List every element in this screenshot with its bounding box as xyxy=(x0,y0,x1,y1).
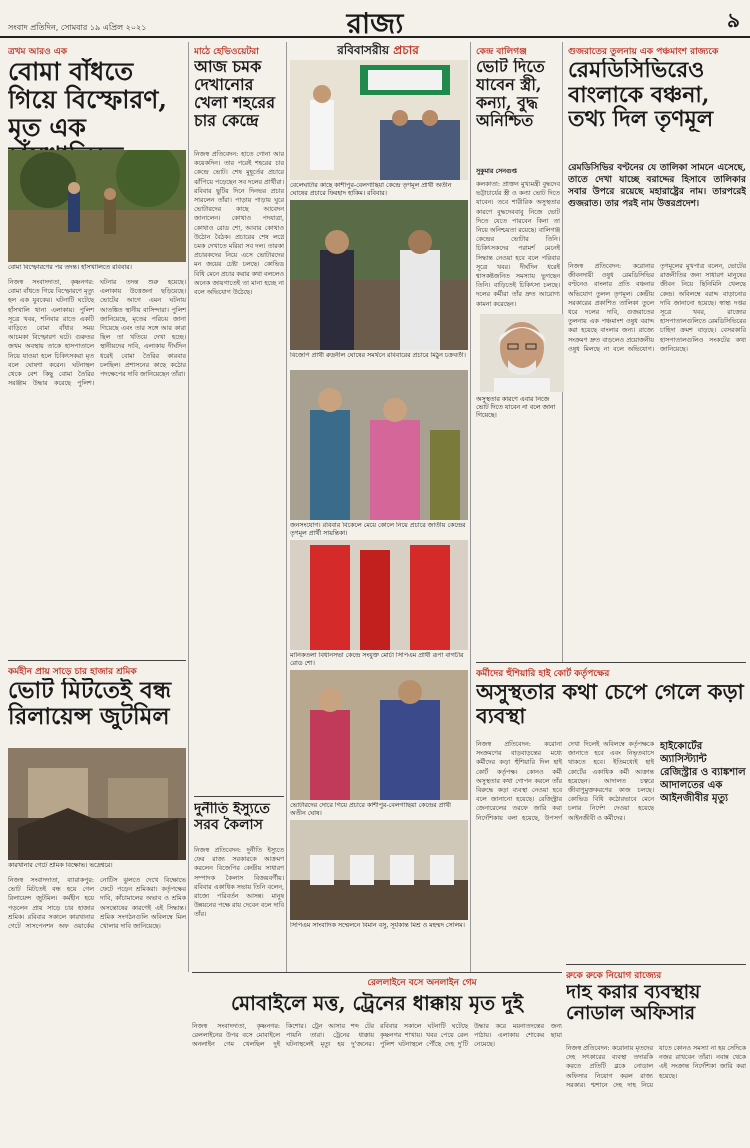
story-headline: মোবাইলে মত্ত, ট্রেনের ধাক্কায় মৃত দুই xyxy=(230,992,524,1015)
story-divider xyxy=(8,660,186,661)
photo-caption: বোমা বিস্ফোরণের পর তদন্ত। হাঁসখালিতে রবিবার। xyxy=(8,264,132,271)
photo-caption: সিপিএম সাংবাদিক সম্মেলনে বিমান বসু, সূর্যকান্ত মিশ্র ও মহম্মদ সেলিম। xyxy=(290,922,465,929)
story-body: নিজস্ব প্রতিবেদন: দুর্নীতি ইস্যুতে ফের রাজ্য সরকারকে আক্রমণ করলেন বিজেপির কেন্দ্রীয় সাধারণ সম্পাদক কৈলাস বিজয়বর্গীয়। রবিবার একাধিক সভায় তিনি বলেন, রাজ্যে পরিবর্তন আসন্ন। মানুষ উন্নয়নের পক্ষে রায় দেবেন বলে দাবি তাঁর। xyxy=(194,847,284,919)
story-headline: ভোট মিটতেই বন্ধ রিলায়েন্স জুটমিল xyxy=(8,678,172,730)
standfirst: রেমডিসিভির বণ্টনের যে তালিকা সামনে এসেছে, তাতে দেখা যাচ্ছে বরাদ্দের হিসাবে তালিকার সবার উপরে রয়েছে মহারাষ্ট্রের নাম। তারপরেই গুজরাত। তার পরই নাম উত্তরপ্রদেশ। xyxy=(568,163,746,209)
jute-mill-photo xyxy=(8,748,186,860)
story-divider xyxy=(476,662,746,663)
story-divider xyxy=(192,972,562,973)
photo-caption: বিজেপি প্রার্থী রুদ্রনীল ঘোষের সমর্থনে রবিবারের প্রচারে মিঠুন চক্রবর্তী। xyxy=(290,352,466,359)
banner-suffix: প্রচার xyxy=(393,43,419,57)
photo-caption: বেলেঘাটার কাছে কাশীপুর-বেলগাছিয়া কেন্দ্রে তৃণমূল প্রার্থী অতীন ঘোষের প্রচারে ফিরহাদ হাকিম। রবিবার। xyxy=(290,182,452,197)
date-line: সংবাদ প্রতিদিন, সোমবার ১৯ এপ্রিল ২০২১ xyxy=(8,23,147,32)
page-number: ৯ xyxy=(727,8,740,32)
story-headline: রেমডিসিভিরেও বাংলাকে বঞ্চনা, তথ্য দিল তৃণমূল xyxy=(568,58,714,132)
press-meet-photo xyxy=(290,820,468,920)
photo-caption: মানিকতলা বিধানসভা কেন্দ্রে সংযুক্ত মোর্চা সিপিএম প্রার্থী রূপা বাগচীর রোড শো। xyxy=(290,652,464,667)
story-kicker: কর্মীদের হুঁশিয়ারি হাই কোর্ট কর্তৃপক্ষের xyxy=(476,669,610,679)
photo-caption: জনসংযোগ। রবিবার বিকেলে মেয়ে কোলে নিয়ে প্রচারে জাতীয় কেন্দ্রের তৃণমূল প্রার্থী সায়ন্তিকা। xyxy=(290,522,466,537)
story-headline: দুর্নীতি ইস্যুতে সরব কৈলাস xyxy=(194,802,270,833)
story-body: নিজস্ব সংবাদদাতা, কৃষ্ণনগর: রেললাইনের উপর বসে মোবাইলে অনলাইন গেম খেলছিল দুই কিশোর। ট্রেন আসার শব্দ টের পায়নি তারা। ট্রেনের ধাক্কায় ঘটনাস্থলেই মৃত্যু হয় দু'জনের। রবিবার সকালে ঘটনাটি ঘটেছে কৃষ্ণনগর শাখায়। খবর পেয়ে রেল পুলিশ ঘটনাস্থলে পৌঁছে দেহ দু'টি উদ্ধার করে ময়নাতদন্তের জন্য পাঠায়। এলাকায় শোকের ছায়া নেমেছে। xyxy=(192,1023,562,1049)
column-rule xyxy=(188,42,189,972)
column-rule xyxy=(470,42,471,972)
story-headline: ভোট দিতে যাবেন স্ত্রী, কন্যা, বুদ্ধ অনিশ্চিত xyxy=(476,58,545,130)
story-headline: আজ চমক দেখানোর খেলা শহরের চার কেন্দ্রে xyxy=(194,58,276,130)
story-body: নিজস্ব প্রতিবেদন: করোনার জীবনদায়ী ওষুধ রেমডিসিভির বণ্টনেও বাংলার প্রতি বঞ্চনার অভিযোগ তুলল তৃণমূল। কেন্দ্রীয় সরকারের প্রকাশিত তালিকা তুলে ধরে দলের দাবি, গুজরাতের তুলনায় এক পঞ্চমাংশ ওষুধ বরাদ্দ করা হয়েছে বাংলার জন্য। রাজ্যে সংক্রমণ দ্রুত বাড়লেও প্রয়োজনীয় ওষুধ মিলছে না বলে অভিযোগ। তৃণমূলের মুখপাত্র বলেন, ভোটের রাজনীতির জন্য সাধারণ মানুষের জীবন নিয়ে ছিনিমিনি খেলছে কেন্দ্র। অবিলম্বে বরাদ্দ বাড়ানোর দাবি জানানো হয়েছে। স্বাস্থ্য দপ্তর সূত্রে খবর, রাজ্যের হাসপাতালগুলিতে রেমডিসিভিরের চাহিদা ক্রমশ বাড়ছে। বেসরকারি হাসপাতালগুলিও সংকটের কথা জানিয়েছে। xyxy=(568,263,746,353)
story-headline: দাহ করার ব্যবস্থায় নোডাল অফিসার xyxy=(566,982,701,1025)
story-kicker: গুজরাতের তুলনায় এক পঞ্চমাংশ রাজ্যকে xyxy=(568,47,719,57)
photo-caption: ভোটারদের দোরে গিয়ে প্রচারে কাশীপুর-বেলগাছিয়া কেন্দ্রের প্রার্থী অতীন ঘোষ। xyxy=(290,802,451,817)
story-kicker: ত্রখম আরও এক xyxy=(8,47,68,57)
story-divider xyxy=(194,796,284,797)
story-headline: অসুস্থতার কথা চেপে গেলে কড়া ব্যবস্থা xyxy=(476,680,744,728)
story-kicker: মাঠে হেভিওয়েটরা xyxy=(194,47,259,57)
campaign-photo xyxy=(290,540,468,650)
story-body: নিজস্ব প্রতিবেদন: করোনা সংক্রমণের বাড়বাড়ন্তের মধ্যে কর্মীদের কড়া হুঁশিয়ারি দিল হাই কোর্ট কর্তৃপক্ষ। কোনও কর্মী অসুস্থতার কথা গোপন করলে তাঁর বিরুদ্ধে কড়া ব্যবস্থা নেওয়া হবে বলে জানানো হয়েছে। রেজিস্ট্রার জেনারেলের তরফে জারি করা নির্দেশিকায় বলা হয়েছে, উপসর্গ দেখা দিলেই অবিলম্বে কর্তৃপক্ষকে জানাতে হবে এবং নিভৃতবাসে থাকতে হবে। ইতিমধ্যেই হাই কোর্টের একাধিক কর্মী আক্রান্ত হয়েছেন। আদালত চত্বরে জীবাণুমুক্তকরণের কাজ চলছে। কোভিড বিধি কঠোরভাবে মেনে চলার নির্দেশ দেওয়া হয়েছে আইনজীবী ও কর্মীদের। xyxy=(476,741,654,822)
campaign-photo xyxy=(290,670,468,800)
story-kicker: রেললাইনে বসে অনলাইন গেম xyxy=(367,978,477,988)
buddhadeb-portrait xyxy=(480,314,564,392)
photo-caption: কারখানার গেটে শ্রমিক বিক্ষোভ। ভদ্রেশ্বরে। xyxy=(8,862,113,869)
campaign-photo xyxy=(290,60,468,180)
story-body: নিজস্ব সংবাদদাতা, ব্যারাকপুর: ভোট মিটতেই বন্ধ হয়ে গেল রিলায়েন্স জুটমিল। কর্মহীন হয়ে পড়লেন প্রায় সাড়ে চার হাজার শ্রমিক। রবিবার সকালে কারখানার গেটে সাসপেনশন অফ ওয়ার্কের নোটিস ঝুলতে দেখে বিক্ষোভে ফেটে পড়েন শ্রমিকরা। কর্তৃপক্ষের দাবি, কাঁচামালের অভাব ও শ্রমিক অসন্তোষের কারণেই এই সিদ্ধান্ত। শ্রমিক সংগঠনগুলি অবিলম্বে মিল খোলার দাবি জানিয়েছে। xyxy=(8,877,186,931)
column-rule xyxy=(286,42,287,972)
sub-headline: হাইকোর্টের অ্যাসিস্ট্যান্ট রেজিস্ট্রার ও ব্যাঙ্কশাল আদালতের এক আইনজীবীর মৃত্যু xyxy=(660,741,746,804)
story-headline: বোমা বাঁধতে গিয়ে বিস্ফোরণ, মৃত এক xyxy=(8,58,168,142)
story-divider xyxy=(566,964,746,965)
story-body: নিজস্ব প্রতিবেদন: হাতে গোনা আর কয়েকদিন। তার পরেই শহরের চার কেন্দ্রে ভোট। শেষ মুহূর্তের প্রচারে ঝাঁপিয়ে পড়েছেন সব দলের প্রার্থীরা। রবিবার ছুটির দিনে দিনভর প্রচার সারলেন তাঁরা। পাড়ায় পাড়ায় ঘুরে ভোটারদের কাছে আবেদন জানালেন। কোথাও পদযাত্রা, কোথাও রোড শো, আবার কোথাও উঠোন বৈঠক। প্রচারের শেষ লগ্নে চমক দেখাতে মরিয়া সব দল। তারকা প্রচারকদের নিয়ে এসে ভোটারদের মন জয়ের চেষ্টা চলছে। কোভিড বিধি মেনে প্রচার করার কথা বললেও অনেক জায়গাতেই তা মানা হচ্ছে না বলে অভিযোগ উঠেছে। xyxy=(194,151,284,297)
bomb-site-photo xyxy=(8,150,186,262)
masthead xyxy=(0,0,750,38)
story-kicker: কেন্দ্র বালিগঞ্জ xyxy=(476,47,527,57)
campaign-photo xyxy=(290,200,468,350)
photo-caption: অসুস্থতার কারণে এবার নিজে ভোট দিতে যাবেন না বলে জানা গিয়েছে। xyxy=(476,396,556,419)
section-banner xyxy=(288,42,468,58)
section-title: রাজ্য xyxy=(346,7,404,40)
byline: সুকুমার সেনগুপ্ত xyxy=(476,168,517,175)
story-body: নিজস্ব সংবাদদাতা, কৃষ্ণনগর: বোমা বাঁধতে গিয়ে বিস্ফোরণে মৃত্যু হল এক যুবকের। ঘটনাটি ঘটেছে হাঁসখালি থানা এলাকায়। পুলিশ সূত্রে খবর, শনিবার রাতে একটি বাড়িতে বোমা বাঁধার সময় আচমকা বিস্ফোরণ ঘটে। গুরুতর জখম অবস্থায় তাকে হাসপাতালে নিয়ে যাওয়া হলে চিকিৎসকরা মৃত বলে ঘোষণা করেন। ঘটনাস্থল থেকে বেশ কিছু বোমা তৈরির সরঞ্জাম উদ্ধার করেছে পুলিশ। ঘটনার তদন্ত শুরু হয়েছে। এলাকায় উত্তেজনা ছড়িয়েছে। ভোটের আগে এমন ঘটনায় আতঙ্কিত স্থানীয় বাসিন্দারা। পুলিশ জানিয়েছে, মৃতের পরিচয় জানা গিয়েছে এবং তার সঙ্গে আর কারা ছিল তা খতিয়ে দেখা হচ্ছে। স্থানীয়দের দাবি, এলাকায় দীর্ঘদিন ধরেই বোমা তৈরির কারবার চলছিল। প্রশাসনের কাছে কঠোর পদক্ষেপের দাবি জানিয়েছেন তাঁরা। xyxy=(8,279,186,388)
story-kicker: কর্মহীন প্রায় সাড়ে চার হাজার শ্রমিক xyxy=(8,667,137,677)
story-body: কলকাতা: প্রাক্তন মুখ্যমন্ত্রী বুদ্ধদেব ভট্টাচার্যের স্ত্রী ও কন্যা ভোট দিতে যাবেন। তবে শারীরিক অসুস্থতার কারণে বুদ্ধদেববাবু নিজে ভোট দিতে যেতে পারবেন কিনা তা নিয়ে অনিশ্চয়তা রয়েছে। বালিগঞ্জ কেন্দ্রের ভোটার তিনি। চিকিৎসকদের পরামর্শ মেনেই সিদ্ধান্ত নেওয়া হবে বলে পরিবার সূত্রে খবর। দীর্ঘদিন ধরেই শ্বাসকষ্টজনিত সমস্যায় ভুগছেন তিনি। বাড়িতেই চিকিৎসা চলছে। দলের কর্মীরা তাঁর দ্রুত আরোগ্য কামনা করেছেন। xyxy=(476,181,560,308)
campaign-photo xyxy=(290,370,468,520)
story-body: নিজস্ব প্রতিবেদন: করোনায় মৃতদের দেহ সৎকারের ব্যবস্থা তদারকি করতে প্রতিটি ব্লকে নোডাল অফিসার নিয়োগ করল রাজ্য সরকার। শ্মশানে দেহ দাহ নিয়ে যাতে কোনও সমস্যা না হয় সেদিকে নজর রাখবেন তাঁরা। নবান্ন থেকে এই সংক্রান্ত নির্দেশিকা জারি করা হয়েছে। xyxy=(566,1045,746,1089)
story-kicker: রুকে রুকে নিয়োগ রাজ্যের xyxy=(566,971,662,981)
banner-prefix: রবিবাসরীয় xyxy=(337,43,390,57)
